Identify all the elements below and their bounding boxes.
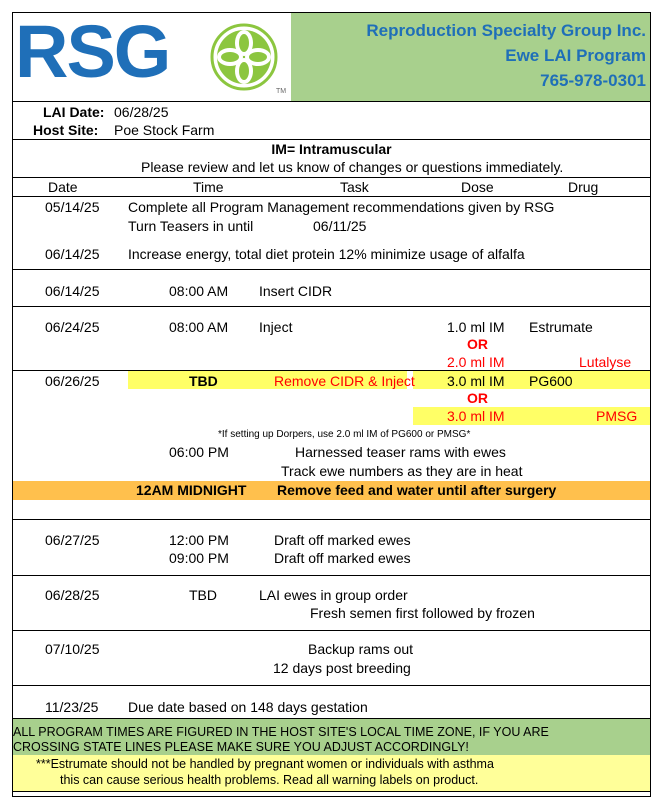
row1-date2: 06/11/25 <box>313 218 367 234</box>
row9-task: LAI ewes in group order <box>259 587 408 603</box>
col-dose: Dose <box>461 179 494 195</box>
row1-text2: Turn Teasers in until <box>128 218 254 234</box>
row7-task: Remove feed and water until after surgery <box>277 482 557 498</box>
clover-logo-icon <box>210 23 278 91</box>
trademark: TM <box>276 88 287 95</box>
col-date: Date <box>48 179 78 195</box>
row9-date: 06/28/25 <box>45 587 100 603</box>
row8-time1: 12:00 PM <box>169 532 229 548</box>
row4-dose2: 2.0 ml IM <box>447 354 505 370</box>
row10-task2: 12 days post breeding <box>273 660 411 676</box>
col-time: Time <box>193 179 224 195</box>
row2-text: Increase energy, total diet protein 12% minimize usage of alfalfa <box>128 246 525 262</box>
row5-time: TBD <box>189 373 218 389</box>
phone-number: 765-978-0301 <box>540 71 646 90</box>
row5-or: OR <box>467 390 488 406</box>
row1-text: Complete all Program Management recommendations given by RSG <box>128 199 555 215</box>
row8-task2: Draft off marked ewes <box>274 550 411 566</box>
timezone-line1: ALL PROGRAM TIMES ARE FIGURED IN THE HOST SITE'S LOCAL TIME ZONE, IF YOU ARE <box>13 725 549 739</box>
row4-or: OR <box>467 336 488 352</box>
row5-dose2: 3.0 ml IM <box>447 408 505 424</box>
row4-time: 08:00 AM <box>169 319 229 335</box>
row3-time: 08:00 AM <box>169 283 229 299</box>
row5-drug1: PG600 <box>529 373 573 389</box>
rsg-logo: RSG <box>15 12 170 93</box>
row2-date: 06/14/25 <box>45 246 100 262</box>
row8-date: 06/27/25 <box>45 532 100 548</box>
row4-drug2: Lutalyse <box>579 354 632 370</box>
row5-date: 06/26/25 <box>45 373 100 389</box>
row9-time: TBD <box>189 587 217 603</box>
row4-task: Inject <box>259 319 293 335</box>
row3-date: 06/14/25 <box>45 283 100 299</box>
logo-area <box>13 13 291 101</box>
row4-date: 06/24/25 <box>45 319 100 335</box>
timezone-line2: CROSSING STATE LINES PLEASE MAKE SURE YOU ADJUST ACCORDINGLY! <box>13 740 469 754</box>
row4-drug1: Estrumate <box>529 319 593 335</box>
lai-date: 06/28/25 <box>114 104 169 120</box>
row3-task: Insert CIDR <box>259 283 333 299</box>
col-drug: Drug <box>568 179 599 195</box>
company-name: Reproduction Specialty Group Inc. <box>366 21 646 40</box>
row6-task2: Track ewe numbers as they are in heat <box>281 463 523 479</box>
header-band <box>291 13 650 101</box>
row5-drug2: PMSG <box>596 408 638 424</box>
row4-dose1: 1.0 ml IM <box>447 319 505 335</box>
review-note: Please review and let us know of changes or questions immediately. <box>141 159 564 175</box>
row8-task1: Draft off marked ewes <box>274 532 411 548</box>
row6-time: 06:00 PM <box>169 444 229 460</box>
program-sheet <box>12 12 651 797</box>
col-task: Task <box>340 179 369 195</box>
row10-task: Backup rams out <box>308 641 414 657</box>
im-note: IM= Intramuscular <box>271 141 392 157</box>
row1-date: 05/14/25 <box>45 199 100 215</box>
warning-line1: ***Estrumate should not be handled by pregnant women or individuals with asthma <box>36 757 494 771</box>
lai-date-label: LAI Date: <box>43 104 105 120</box>
row5-task: Remove CIDR & Inject <box>274 373 415 389</box>
warning-line2: this can cause serious health problems. Read all warning labels on product. <box>60 773 479 787</box>
row11-text: Due date based on 148 days gestation <box>128 699 368 715</box>
row11-date: 11/23/25 <box>45 699 99 715</box>
row8-time2: 09:00 PM <box>169 550 229 566</box>
host-site-label: Host Site: <box>33 122 99 138</box>
host-site: Poe Stock Farm <box>114 122 215 138</box>
row5-dorper-note: *If setting up Dorpers, use 2.0 ml IM of PG600 or PMSG* <box>218 429 471 440</box>
row5-dose1: 3.0 ml IM <box>447 373 505 389</box>
row7-time: 12AM MIDNIGHT <box>136 482 247 498</box>
row10-date: 07/10/25 <box>45 641 100 657</box>
program-name: Ewe LAI Program <box>505 46 646 65</box>
row6-task: Harnessed teaser rams with ewes <box>295 444 506 460</box>
row9-task2: Fresh semen first followed by frozen <box>310 605 535 621</box>
